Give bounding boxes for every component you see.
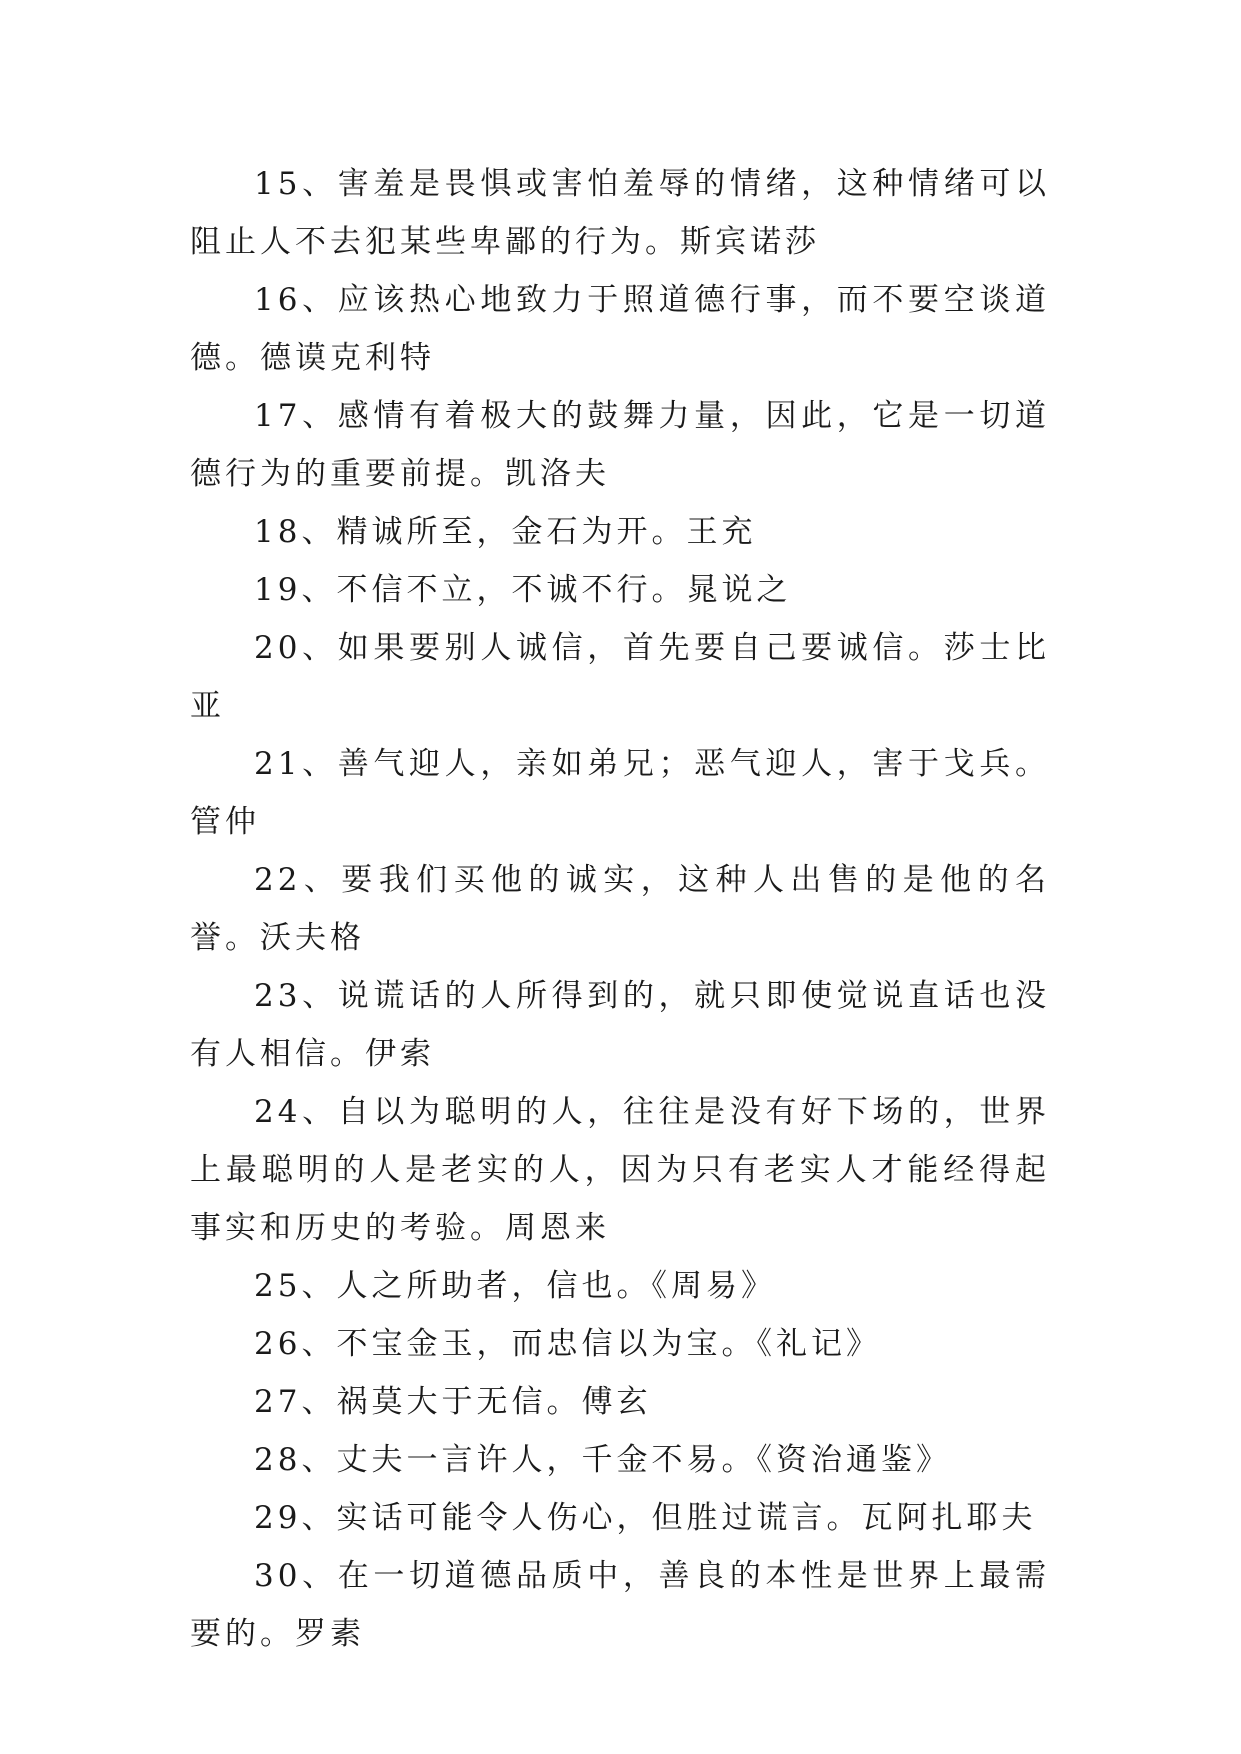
quote-22: 22、要我们买他的诚实，这种人出售的是他的名誉。沃夫格 <box>190 862 1050 956</box>
quote-27: 27、祸莫大于无信。傅玄 <box>254 1384 652 1420</box>
quote-19: 19、不信不立，不诚不行。晁说之 <box>254 572 792 608</box>
quote-25: 25、人之所助者，信也。《周易》 <box>254 1268 776 1304</box>
quote-23: 23、说谎话的人所得到的，就只即使觉说直话也没有人相信。伊索 <box>190 978 1050 1072</box>
quote-17: 17、感情有着极大的鼓舞力量，因此，它是一切道德行为的重要前提。凯洛夫 <box>190 398 1050 492</box>
quote-30: 30、在一切道德品质中，善良的本性是世界上最需要的。罗素 <box>190 1558 1050 1652</box>
quote-list <box>190 155 1050 1663</box>
quote-18: 18、精诚所至，金石为开。王充 <box>254 514 757 550</box>
quote-28: 28、丈夫一言许人，千金不易。《资治通鉴》 <box>254 1442 951 1478</box>
quote-26: 26、不宝金玉，而忠信以为宝。《礼记》 <box>254 1326 881 1362</box>
quote-21: 21、善气迎人，亲如弟兄；恶气迎人，害于戈兵。管仲 <box>190 746 1050 840</box>
quote-15: 15、害羞是畏惧或害怕羞辱的情绪，这种情绪可以阻止人不去犯某些卑鄙的行为。斯宾诺莎 <box>190 166 1050 260</box>
quote-20: 20、如果要别人诚信，首先要自己要诚信。莎士比亚 <box>190 630 1050 724</box>
quote-29: 29、实话可能令人伤心，但胜过谎言。瓦阿扎耶夫 <box>254 1500 1037 1536</box>
quote-16: 16、应该热心地致力于照道德行事，而不要空谈道德。德谟克利特 <box>190 282 1050 376</box>
quote-24: 24、自以为聪明的人，往往是没有好下场的，世界上最聪明的人是老实的人，因为只有老实人才能经得起事实和历史的考验。周恩来 <box>190 1094 1050 1246</box>
